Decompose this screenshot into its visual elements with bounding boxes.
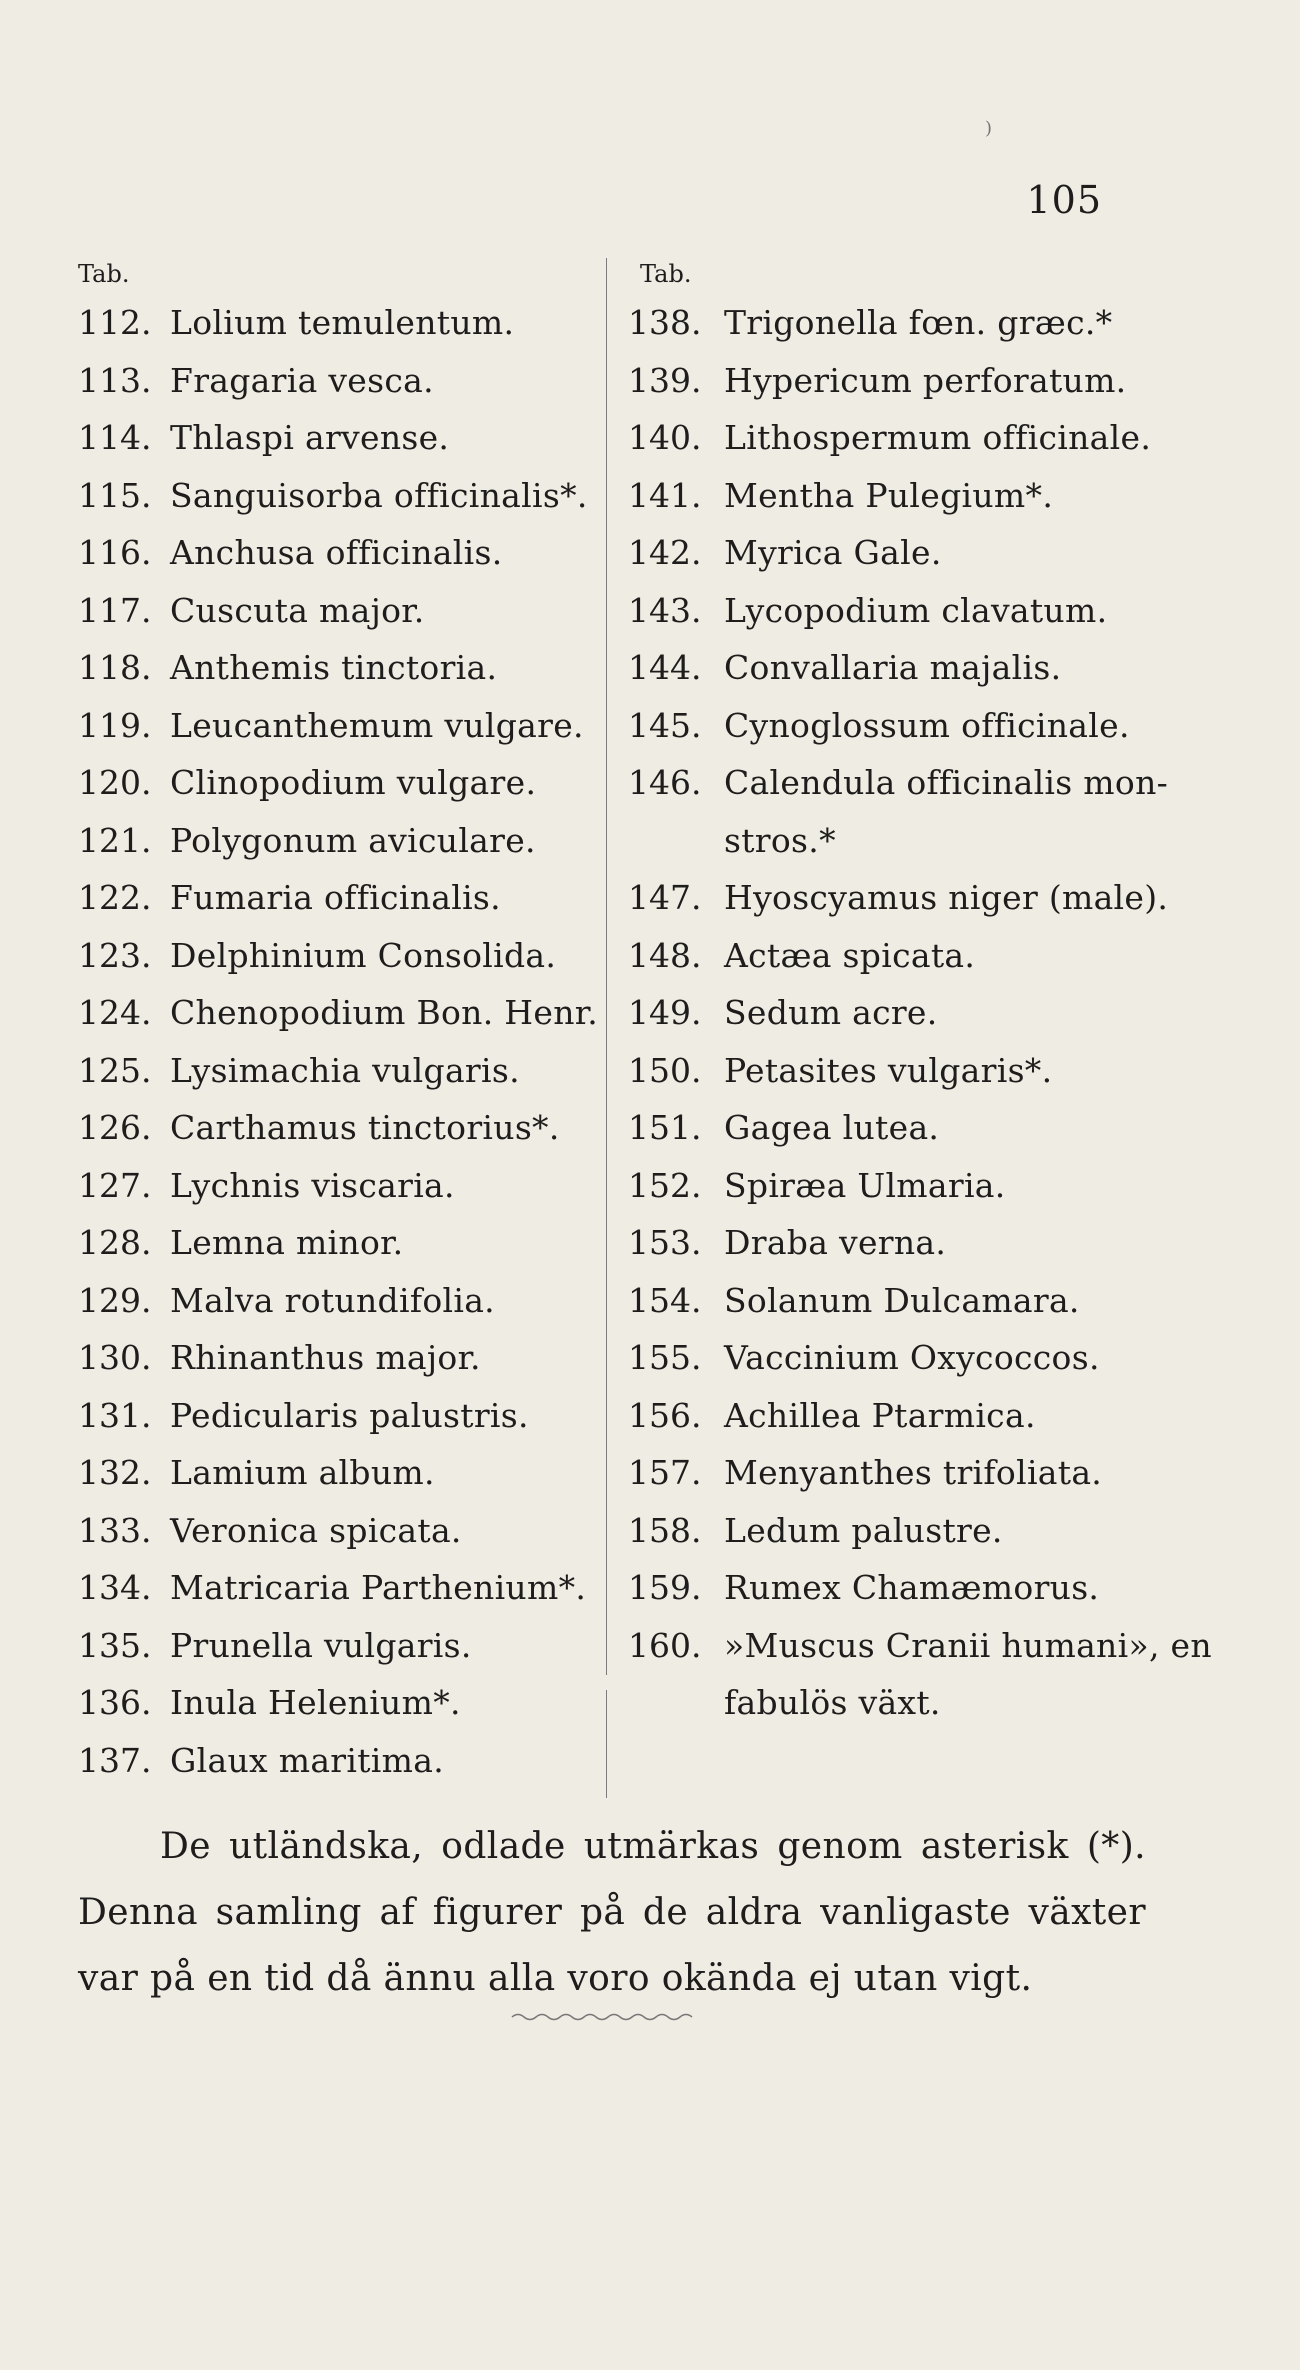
plate-number: 134. (78, 1568, 152, 1608)
plate-entry (628, 582, 1168, 640)
plate-number: 114. (78, 418, 152, 458)
plate-number: 133. (78, 1510, 152, 1550)
plate-entry (628, 1674, 1168, 1732)
plant-name: Trigonella fœn. græc.* (724, 303, 1113, 343)
plant-name: Pedicularis palustris. (170, 1395, 529, 1435)
plant-name: Lycopodium clavatum. (724, 590, 1108, 630)
plate-number: 144. (628, 648, 702, 688)
plant-name: Carthamus tinctorius*. (170, 1108, 560, 1148)
plant-name: Lysimachia vulgaris. (170, 1050, 520, 1090)
plant-name: Menyanthes trifoliata. (724, 1453, 1103, 1493)
plate-entry (628, 869, 1168, 927)
plate-number: 117. (78, 590, 152, 630)
plate-entry (78, 1214, 598, 1272)
plate-number: 156. (628, 1395, 702, 1435)
plant-name: Chenopodium Bon. Henr. (170, 993, 599, 1033)
plant-name: Anthemis tinctoria. (170, 648, 498, 688)
plate-number: 115. (78, 475, 152, 515)
right-column (628, 254, 1212, 1732)
plate-number: 159. (628, 1568, 702, 1608)
plate-entry (628, 639, 1168, 697)
plant-name: Leucanthemum vulgare. (170, 705, 584, 745)
plant-name: Prunella vulgaris. (170, 1625, 472, 1665)
plant-name: Veronica spicata. (170, 1510, 462, 1550)
plate-entry (78, 294, 598, 352)
plate-number: 147. (628, 878, 702, 918)
plate-number: 151. (628, 1108, 702, 1148)
plate-entry (78, 1674, 598, 1732)
plate-entry (628, 1214, 1168, 1272)
plate-number: 140. (628, 418, 702, 458)
plate-entry (78, 1444, 598, 1502)
plate-number: 118. (78, 648, 152, 688)
plate-entry (78, 927, 598, 985)
plate-entry (78, 1502, 598, 1560)
plate-entry (78, 467, 598, 525)
plant-name: Gagea lutea. (724, 1108, 940, 1148)
plate-entry (78, 812, 598, 870)
plate-number: 120. (78, 763, 152, 803)
plate-number: 138. (628, 303, 702, 343)
plate-number: 154. (628, 1280, 702, 1320)
plant-name: Malva rotundifolia. (170, 1280, 495, 1320)
plate-number: 128. (78, 1223, 152, 1263)
plate-number: 139. (628, 360, 702, 400)
plate-entry (628, 754, 1168, 812)
tab-label: Tab. (640, 260, 692, 288)
plate-entry (78, 1732, 598, 1790)
plate-number: 121. (78, 820, 152, 860)
plant-name: Lamium album. (170, 1453, 435, 1493)
plate-number: 113. (78, 360, 152, 400)
plate-number: 129. (78, 1280, 152, 1320)
plate-entry (628, 1329, 1168, 1387)
plant-name: »Muscus Cranii humani», en (724, 1625, 1212, 1665)
plate-number: 130. (78, 1338, 152, 1378)
plate-entry (78, 1042, 598, 1100)
plant-name: Polygonum aviculare. (170, 820, 536, 860)
plate-number: 157. (628, 1453, 702, 1493)
plate-entry (78, 1617, 598, 1675)
plate-number: 131. (78, 1395, 152, 1435)
plate-number: 116. (78, 533, 152, 573)
plate-entry (628, 1502, 1168, 1560)
plate-entry (628, 467, 1168, 525)
plant-name: Hyoscyamus niger (male). (724, 878, 1169, 918)
plate-number: 124. (78, 993, 152, 1033)
plant-name: Solanum Dulcamara. (724, 1280, 1080, 1320)
plant-name: Calendula officinalis mon- (724, 763, 1169, 803)
plate-entry (78, 697, 598, 755)
plate-entry (628, 524, 1168, 582)
footnote-text: De utländska, odlade utmärkas genom asterisk (*). Denna samling af figurer på de aldra vanligaste växter var på en tid då ännu alla voro okända ej utan vigt. (78, 1826, 1146, 1999)
plant-name: Lithospermum officinale. (724, 418, 1152, 458)
plant-name: Actæa spicata. (724, 935, 976, 975)
column-divider (606, 258, 607, 1798)
plant-name: Lolium temulentum. (170, 303, 515, 343)
plate-number: 125. (78, 1050, 152, 1090)
plant-name: Delphinium Consolida. (170, 935, 557, 975)
plant-name: Sanguisorba officinalis*. (170, 475, 588, 515)
plate-number: 150. (628, 1050, 702, 1090)
plate-entry (628, 697, 1168, 755)
plate-number: 112. (78, 303, 152, 343)
plant-name: Convallaria majalis. (724, 648, 1062, 688)
plate-number: 127. (78, 1165, 152, 1205)
plate-number: 126. (78, 1108, 152, 1148)
plant-name: Rumex Chamæmorus. (724, 1568, 1100, 1608)
plate-number: 153. (628, 1223, 702, 1263)
plant-name: Clinopodium vulgare. (170, 763, 537, 803)
plant-name: Rhinanthus major. (170, 1338, 481, 1378)
plate-entry (78, 1329, 598, 1387)
plate-number: 146. (628, 763, 702, 803)
plate-number: 160. (628, 1625, 702, 1665)
plate-number: 152. (628, 1165, 702, 1205)
plate-entry (628, 1387, 1168, 1445)
plant-name: stros.* (724, 820, 836, 860)
plate-entry (78, 582, 598, 640)
plant-name: Fumaria officinalis. (170, 878, 501, 918)
plate-entry (628, 1559, 1168, 1617)
plate-entry (628, 352, 1168, 410)
plant-name: Myrica Gale. (724, 533, 942, 573)
plate-number: 155. (628, 1338, 702, 1378)
plant-name: Cynoglossum officinale. (724, 705, 1130, 745)
plate-entry (78, 1272, 598, 1330)
plate-entry (628, 1099, 1168, 1157)
plant-name: Anchusa officinalis. (170, 533, 503, 573)
plant-name: Lychnis viscaria. (170, 1165, 455, 1205)
footnote (78, 1814, 1146, 2012)
plate-list (628, 294, 1212, 1732)
plate-list (78, 294, 598, 1789)
plate-entry (628, 1272, 1168, 1330)
plate-number: 136. (78, 1683, 152, 1723)
plate-entry (628, 927, 1168, 985)
plant-name: Mentha Pulegium*. (724, 475, 1054, 515)
plate-entry (78, 869, 598, 927)
plate-number: 123. (78, 935, 152, 975)
plant-name: Sedum acre. (724, 993, 938, 1033)
plant-name: Matricaria Parthenium*. (170, 1568, 587, 1608)
plate-entry (78, 754, 598, 812)
plant-name: Cuscuta major. (170, 590, 425, 630)
plate-entry (78, 524, 598, 582)
ornament-divider (510, 2010, 700, 2024)
plate-number: 119. (78, 705, 152, 745)
plate-number: 122. (78, 878, 152, 918)
plate-entry (78, 352, 598, 410)
plate-entry (628, 812, 1168, 870)
plant-name: Ledum palustre. (724, 1510, 1003, 1550)
plant-name: Vaccinium Oxycoccos. (724, 1338, 1100, 1378)
plant-name: Spiræa Ulmaria. (724, 1165, 1006, 1205)
plate-entry (628, 1617, 1212, 1675)
plate-number: 145. (628, 705, 702, 745)
plant-name: Achillea Ptarmica. (724, 1395, 1036, 1435)
plate-entry (78, 639, 598, 697)
left-column (78, 254, 598, 1789)
page-number: 105 (1026, 178, 1102, 222)
plate-entry (628, 294, 1168, 352)
tab-label: Tab. (78, 260, 130, 288)
plate-number: 135. (78, 1625, 152, 1665)
plate-number: 143. (628, 590, 702, 630)
plate-entry (628, 409, 1168, 467)
plate-entry (628, 1157, 1168, 1215)
plate-entry (628, 1042, 1168, 1100)
plate-entry (78, 1387, 598, 1445)
plant-name: Glaux maritima. (170, 1740, 445, 1780)
plate-entry (78, 409, 598, 467)
plate-number: 137. (78, 1740, 152, 1780)
plate-number: 141. (628, 475, 702, 515)
plate-number: 149. (628, 993, 702, 1033)
plant-name: Hypericum perforatum. (724, 360, 1127, 400)
plant-name: Lemna minor. (170, 1223, 404, 1263)
plant-name: Thlaspi arvense. (170, 418, 450, 458)
plant-name: Petasites vulgaris*. (724, 1050, 1053, 1090)
plate-number: 158. (628, 1510, 702, 1550)
plate-number: 142. (628, 533, 702, 573)
plate-entry (78, 1099, 598, 1157)
plate-entry (628, 984, 1168, 1042)
stray-mark: ) (985, 118, 993, 139)
plate-entry (78, 1559, 598, 1617)
plant-name: Draba verna. (724, 1223, 947, 1263)
plant-name: Fragaria vesca. (170, 360, 434, 400)
plate-number: 132. (78, 1453, 152, 1493)
plate-entry (628, 1444, 1168, 1502)
plate-entry (78, 1157, 598, 1215)
plate-number: 148. (628, 935, 702, 975)
plate-entry (78, 984, 598, 1042)
plant-name: fabulös växt. (724, 1683, 941, 1723)
plant-name: Inula Helenium*. (170, 1683, 461, 1723)
